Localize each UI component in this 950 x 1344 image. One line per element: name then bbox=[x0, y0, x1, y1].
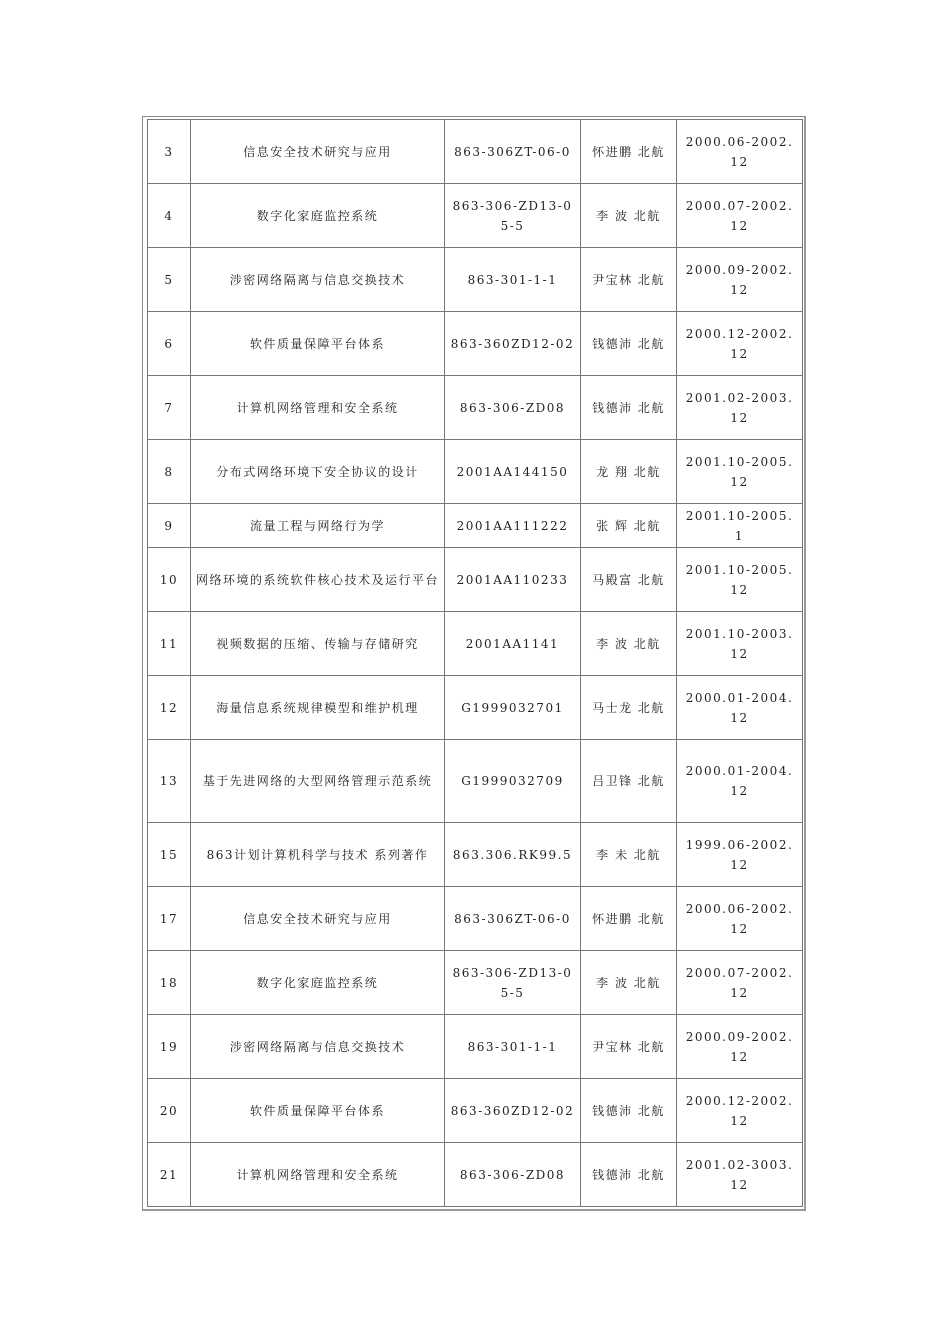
project-code: 863-306-ZD08 bbox=[444, 376, 580, 440]
table-row bbox=[147, 823, 803, 887]
project-title: 流量工程与网络行为学 bbox=[190, 504, 444, 548]
project-code: 863-306-ZD13-05-5 bbox=[444, 184, 580, 248]
project-code: 863-306-ZD13-05-5 bbox=[444, 951, 580, 1015]
project-period: 2000.09-2002.12 bbox=[676, 248, 803, 312]
project-code: 2001AA110233 bbox=[444, 548, 580, 612]
table-row bbox=[147, 376, 803, 440]
project-leader: 马殿富 北航 bbox=[580, 548, 676, 612]
table-row bbox=[147, 612, 803, 676]
project-leader: 李 波 北航 bbox=[580, 184, 676, 248]
project-period: 2000.06-2002.12 bbox=[676, 887, 803, 951]
row-number: 18 bbox=[147, 951, 190, 1015]
project-period: 2000.07-2002.12 bbox=[676, 184, 803, 248]
project-leader: 尹宝林 北航 bbox=[580, 248, 676, 312]
row-number: 21 bbox=[147, 1143, 190, 1207]
table-row bbox=[147, 440, 803, 504]
table-row bbox=[147, 740, 803, 823]
project-leader: 吕卫锋 北航 bbox=[580, 740, 676, 823]
table-row bbox=[147, 504, 803, 548]
project-period: 2000.12-2002.12 bbox=[676, 1079, 803, 1143]
project-period: 2000.07-2002.12 bbox=[676, 951, 803, 1015]
row-number: 5 bbox=[147, 248, 190, 312]
row-number: 19 bbox=[147, 1015, 190, 1079]
project-leader: 钱德沛 北航 bbox=[580, 376, 676, 440]
project-code: G1999032709 bbox=[444, 740, 580, 823]
row-number: 6 bbox=[147, 312, 190, 376]
project-period: 2000.01-2004.12 bbox=[676, 740, 803, 823]
row-number: 11 bbox=[147, 612, 190, 676]
project-code: 863-360ZD12-02 bbox=[444, 1079, 580, 1143]
project-period: 2000.09-2002.12 bbox=[676, 1015, 803, 1079]
project-title: 视频数据的压缩、传输与存储研究 bbox=[190, 612, 444, 676]
project-period: 1999.06-2002.12 bbox=[676, 823, 803, 887]
project-leader: 龙 翔 北航 bbox=[580, 440, 676, 504]
row-number: 9 bbox=[147, 504, 190, 548]
project-code: 863-301-1-1 bbox=[444, 1015, 580, 1079]
project-leader: 钱德沛 北航 bbox=[580, 1079, 676, 1143]
project-title: 数字化家庭监控系统 bbox=[190, 951, 444, 1015]
table-row bbox=[147, 1015, 803, 1079]
row-number: 15 bbox=[147, 823, 190, 887]
project-leader: 钱德沛 北航 bbox=[580, 312, 676, 376]
project-table-frame bbox=[142, 116, 806, 1211]
project-code: 2001AA111222 bbox=[444, 504, 580, 548]
project-title: 数字化家庭监控系统 bbox=[190, 184, 444, 248]
project-period: 2000.12-2002.12 bbox=[676, 312, 803, 376]
project-leader: 怀进鹏 北航 bbox=[580, 119, 676, 184]
project-period: 2001.10-2003.12 bbox=[676, 612, 803, 676]
project-period: 2001.02-3003.12 bbox=[676, 1143, 803, 1207]
project-title: 软件质量保障平台体系 bbox=[190, 312, 444, 376]
row-number: 17 bbox=[147, 887, 190, 951]
project-code: 863-360ZD12-02 bbox=[444, 312, 580, 376]
project-period: 2001.10-2005.1 bbox=[676, 504, 803, 548]
project-code: 2001AA1141 bbox=[444, 612, 580, 676]
row-number: 8 bbox=[147, 440, 190, 504]
table-row bbox=[147, 184, 803, 248]
table-row bbox=[147, 312, 803, 376]
table-row bbox=[147, 951, 803, 1015]
row-number: 13 bbox=[147, 740, 190, 823]
project-leader: 怀进鹏 北航 bbox=[580, 887, 676, 951]
project-title: 863计划计算机科学与技术 系列著作 bbox=[190, 823, 444, 887]
row-number: 10 bbox=[147, 548, 190, 612]
project-period: 2001.02-2003.12 bbox=[676, 376, 803, 440]
project-title: 海量信息系统规律模型和维护机理 bbox=[190, 676, 444, 740]
table-row bbox=[147, 1143, 803, 1207]
table-row bbox=[147, 248, 803, 312]
project-title: 网络环境的系统软件核心技术及运行平台 bbox=[190, 548, 444, 612]
project-title: 软件质量保障平台体系 bbox=[190, 1079, 444, 1143]
project-title: 基于先进网络的大型网络管理示范系统 bbox=[190, 740, 444, 823]
row-number: 7 bbox=[147, 376, 190, 440]
table-row bbox=[147, 119, 803, 184]
project-leader: 李 波 北航 bbox=[580, 951, 676, 1015]
project-title: 计算机网络管理和安全系统 bbox=[190, 1143, 444, 1207]
table-row bbox=[147, 1079, 803, 1143]
project-title: 信息安全技术研究与应用 bbox=[190, 119, 444, 184]
project-period: 2000.01-2004.12 bbox=[676, 676, 803, 740]
project-leader: 李 波 北航 bbox=[580, 612, 676, 676]
project-leader: 尹宝林 北航 bbox=[580, 1015, 676, 1079]
project-title: 涉密网络隔离与信息交换技术 bbox=[190, 1015, 444, 1079]
project-leader: 李 未 北航 bbox=[580, 823, 676, 887]
project-title: 涉密网络隔离与信息交换技术 bbox=[190, 248, 444, 312]
project-code: 863.306.RK99.5 bbox=[444, 823, 580, 887]
project-leader: 钱德沛 北航 bbox=[580, 1143, 676, 1207]
project-code: 863-301-1-1 bbox=[444, 248, 580, 312]
row-number: 4 bbox=[147, 184, 190, 248]
table-row bbox=[147, 887, 803, 951]
project-period: 2001.10-2005.12 bbox=[676, 440, 803, 504]
row-number: 3 bbox=[147, 119, 190, 184]
project-code: 2001AA144150 bbox=[444, 440, 580, 504]
project-title: 计算机网络管理和安全系统 bbox=[190, 376, 444, 440]
project-period: 2000.06-2002.12 bbox=[676, 119, 803, 184]
project-leader: 马士龙 北航 bbox=[580, 676, 676, 740]
table-row bbox=[147, 676, 803, 740]
project-code: G1999032701 bbox=[444, 676, 580, 740]
project-table bbox=[147, 119, 803, 1207]
table-row bbox=[147, 548, 803, 612]
project-code: 863-306ZT-06-0 bbox=[444, 887, 580, 951]
project-code: 863-306-ZD08 bbox=[444, 1143, 580, 1207]
project-period: 2001.10-2005.12 bbox=[676, 548, 803, 612]
project-leader: 张 辉 北航 bbox=[580, 504, 676, 548]
project-title: 信息安全技术研究与应用 bbox=[190, 887, 444, 951]
project-title: 分布式网络环境下安全协议的设计 bbox=[190, 440, 444, 504]
row-number: 12 bbox=[147, 676, 190, 740]
row-number: 20 bbox=[147, 1079, 190, 1143]
project-code: 863-306ZT-06-0 bbox=[444, 119, 580, 184]
